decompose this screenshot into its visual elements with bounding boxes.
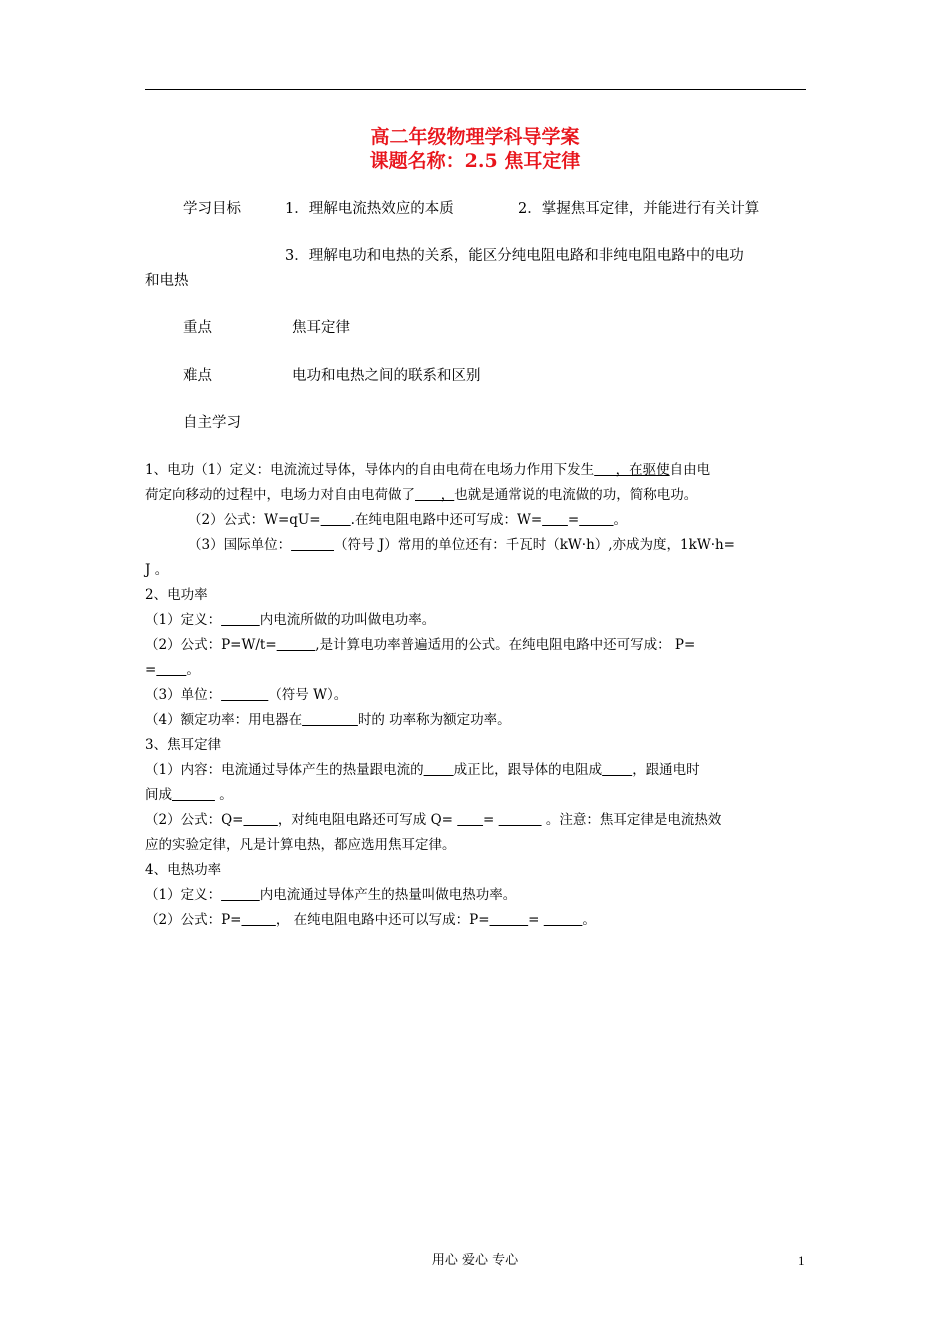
header-rule [145, 89, 806, 90]
fill-blank[interactable] [172, 787, 215, 803]
fill-blank[interactable] [221, 612, 260, 628]
s3-line1 [145, 758, 700, 782]
text: （符号 W）。 [268, 687, 348, 703]
s2-line1 [145, 608, 435, 632]
text: 时的 功率称为额定功率。 [357, 712, 511, 728]
text: 。 [186, 662, 200, 678]
text: （2）公式：Q= [145, 812, 244, 828]
text: = [145, 662, 157, 678]
difficulty-label: 难点 [183, 368, 212, 384]
fill-blank[interactable] [490, 912, 529, 928]
text: （1）内容：电流通过导体产生的热量跟电流的 [145, 762, 424, 778]
s2-line2 [145, 633, 695, 657]
s1-line4 [188, 533, 735, 557]
text: 内电流通过导体产生的热量叫做电热功率。 [259, 887, 517, 903]
fill-blank[interactable] [499, 812, 542, 828]
key-point-text: 焦耳定律 [292, 320, 350, 336]
s1-line2 [145, 483, 697, 507]
fill-blank[interactable] [221, 687, 268, 703]
text: .在纯电阻电路中还可写成：W= [350, 512, 543, 528]
text: （2）公式：P=W/t= [145, 637, 277, 653]
fill-blank[interactable] [457, 812, 483, 828]
text: （符号 J）常用的单位还有：千瓦时（kW·h）,亦成为度，1kW·h= [334, 537, 735, 553]
s3-line4: 应的实验定律，凡是计算电热，都应选用焦耳定律。 [145, 837, 456, 853]
s4-line2 [145, 908, 596, 932]
lesson-title: 课题名称：2.5 焦耳定律 [369, 150, 581, 172]
text: ， 在纯电阻电路中还可以写成：P= [275, 912, 490, 928]
fill-blank[interactable] [221, 887, 260, 903]
text: （4）额定功率：用电器在 [145, 712, 303, 728]
document-title: 高二年级物理学科导学案 [370, 126, 580, 148]
s1-line1 [145, 458, 710, 482]
s2-line5 [145, 708, 511, 732]
text: （2）公式：W=qU= [188, 512, 321, 528]
s4-heading: 4、电热功率 [145, 862, 222, 878]
text: 。 [582, 912, 596, 928]
text: 。 [613, 512, 628, 528]
text: 也就是通常说的电流做的功，简称电功。 [454, 487, 698, 503]
text: （2）公式：P= [145, 912, 242, 928]
text: = [528, 912, 544, 928]
s4-line1 [145, 883, 516, 907]
text: 成正比，跟导体的电阻成 [453, 762, 603, 778]
text: = [567, 512, 580, 528]
objective-3: 3．理解电功和电热的关系，能区分纯电阻电路和非纯电阻电路中的电功 [285, 248, 744, 264]
text: 自由电 [669, 462, 711, 478]
fill-blank[interactable] [156, 662, 186, 678]
fill-blank[interactable] [321, 512, 351, 528]
objective-2: 2．掌握焦耳定律，并能进行有关计算 [518, 201, 760, 217]
text: = [483, 812, 499, 828]
objectives-label: 学习目标 [183, 201, 241, 217]
text: 荷定向移动的过程中，电场力对自由电荷做了 [145, 487, 415, 503]
text: （3）国际单位： [188, 537, 292, 553]
text: （3）单位： [145, 687, 222, 703]
fill-blank[interactable] [424, 762, 454, 778]
s1-line5: J 。 [145, 562, 169, 578]
page-number: 1 [798, 1253, 805, 1268]
text: ,是计算电功率普遍适用的公式。在纯电阻电路中还可写成： P= [315, 637, 696, 653]
s3-line2 [145, 783, 233, 807]
fill-blank[interactable] [241, 912, 275, 928]
s2-line3 [145, 658, 200, 682]
fill-blank[interactable] [302, 712, 358, 728]
s1-line3 [188, 508, 627, 532]
s2-line4 [145, 683, 347, 707]
fill-blank[interactable] [544, 912, 583, 928]
key-point-label: 重点 [183, 320, 212, 336]
objective-1: 1．理解电流热效应的本质 [285, 201, 454, 217]
text: 。 [214, 787, 233, 803]
text: 间成 [145, 787, 172, 803]
s3-line3 [145, 808, 721, 832]
self-study-heading: 自主学习 [183, 415, 241, 431]
fill-blank[interactable]: ，在驱使 [594, 462, 670, 478]
fill-blank[interactable] [542, 512, 568, 528]
fill-blank[interactable] [602, 762, 632, 778]
s3-heading: 3、焦耳定律 [145, 737, 222, 753]
fill-blank[interactable] [579, 512, 613, 528]
fill-blank[interactable]: ， [415, 487, 455, 503]
text: 。注意：焦耳定律是电流热效 [541, 812, 722, 828]
text: 1、电功（1）定义：电流流过导体，导体内的自由电荷在电场力作用下发生 [145, 462, 595, 478]
text: 内电流所做的功叫做电功率。 [259, 612, 436, 628]
text: ，对纯电阻电路还可写成 Q= [277, 812, 458, 828]
text: ，跟通电时 [632, 762, 700, 778]
fill-blank[interactable] [243, 812, 277, 828]
objective-3-cont: 和电热 [145, 273, 189, 289]
fill-blank[interactable] [291, 537, 334, 553]
s2-heading: 2、电功率 [145, 587, 208, 603]
text: （1）定义： [145, 612, 222, 628]
difficulty-text: 电功和电热之间的联系和区别 [292, 368, 481, 384]
fill-blank[interactable] [277, 637, 316, 653]
text: （1）定义： [145, 887, 222, 903]
footer-motto: 用心 爱心 专心 [431, 1253, 519, 1268]
